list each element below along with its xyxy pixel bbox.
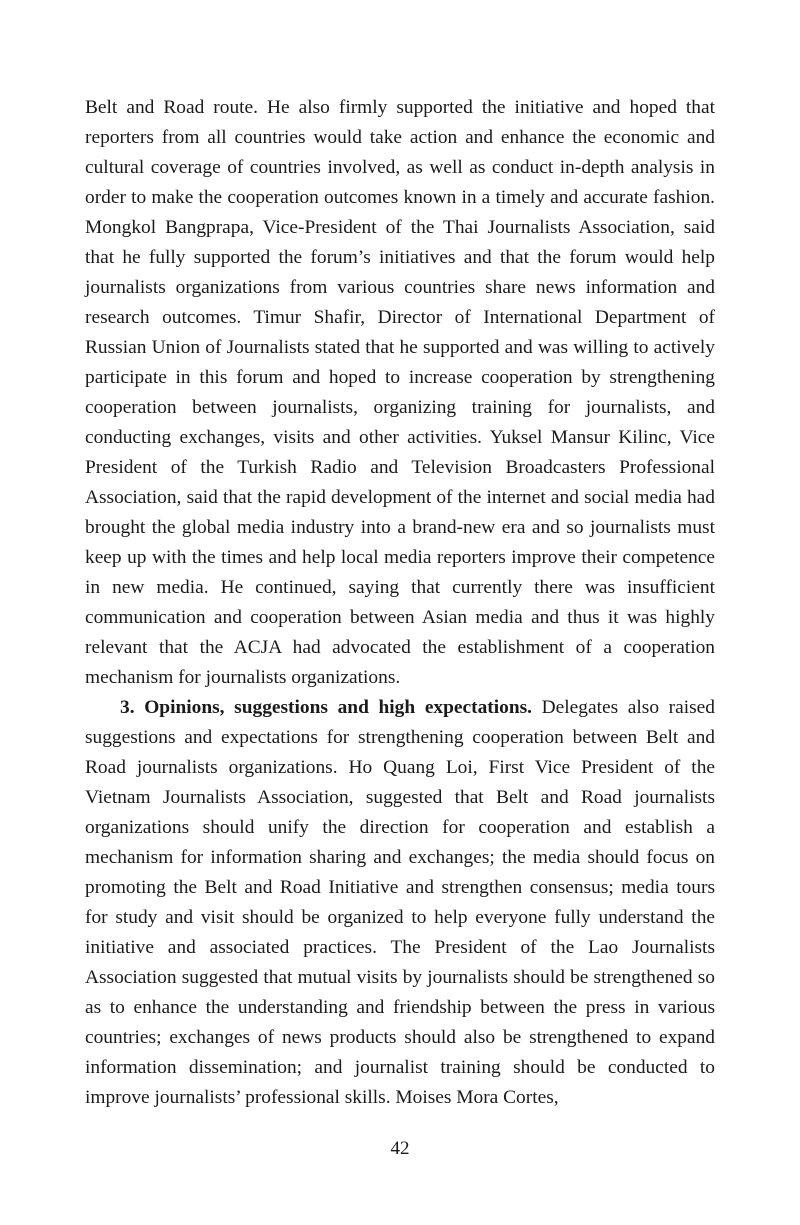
body-paragraph-2-text: Delegates also raised suggestions and expectations for strengthening cooperation between Belt and Road journalists organizations. Ho Quang Loi, First Vice President of the Vietnam Journalists Association, suggested that Belt and Road journalists organizations should unify the direction for cooperation and establish a mechanism for information sharing and exchanges; the media should focus on promoting the Belt and Road Initiative and strengthen consensus; media tours for study and visit should be organized to help everyone fully understand the initiative and associated practices. The President of the Lao Journalists Association suggested that mutual visits by journalists should be strengthened so as to enhance the understanding and friendship between the press in various countries; exchanges of news products should also be strengthened to expand information dissemination; and journalist training should be conducted to improve journalists’ professional skills. Moises Mora Cortes,	[85, 697, 715, 1108]
page-body	[85, 93, 715, 1113]
body-paragraph-1: Belt and Road route. He also firmly supported the initiative and hoped that reporters from all countries would take action and enhance the economic and cultural coverage of countries involved, as well as conduct in-depth analysis in order to make the cooperation outcomes known in a timely and accurate fashion. Mongkol Bangprapa, Vice-President of the Thai Journalists Association, said that he fully supported the forum’s initiatives and that the forum would help journalists organizations from various countries share news information and research outcomes. Timur Shafir, Director of International Department of Russian Union of Journalists stated that he supported and was willing to actively participate in this forum and hoped to increase cooperation by strengthening cooperation between journalists, organizing training for journalists, and conducting exchanges, visits and other activities. Yuksel Mansur Kilinc, Vice President of the Turkish Radio and Television Broadcasters Professional Association, said that the rapid development of the internet and social media had brought the global media industry into a brand-new era and so journalists must keep up with the times and help local media reporters improve their competence in new media. He continued, saying that currently there was insufficient communication and cooperation between Asian media and thus it was highly relevant that the ACJA had advocated the establishment of a cooperation mechanism for journalists organizations.	[85, 97, 715, 688]
section-heading: 3. Opinions, suggestions and high expectations.	[120, 697, 532, 718]
page-number: 42	[390, 1138, 410, 1159]
body-paragraph-2	[85, 693, 715, 1113]
